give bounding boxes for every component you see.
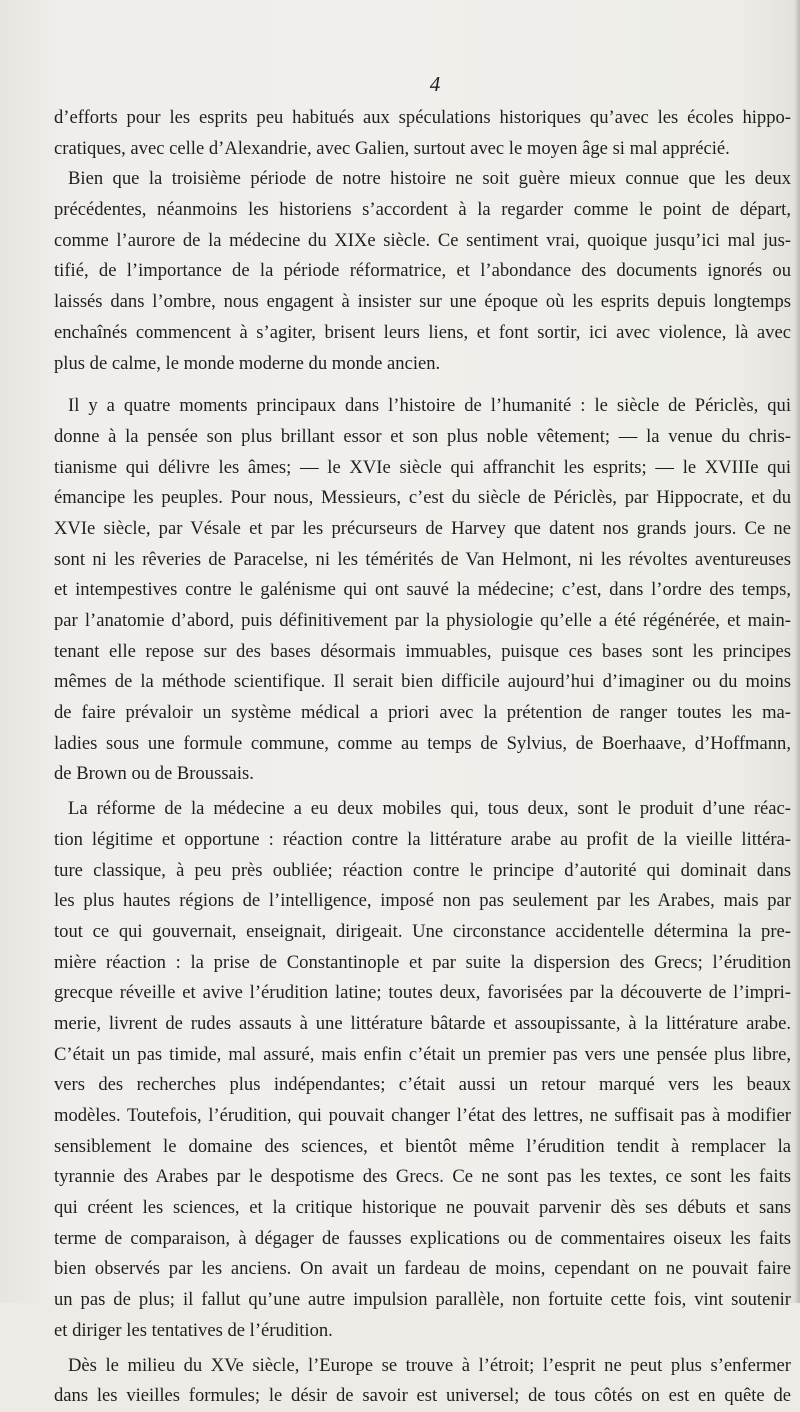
text-line: de faire prévaloir un système médical a priori avec la prétention de ranger toutes les ma- xyxy=(54,702,791,724)
text-line: XVIe siècle, par Vésale et par les précurseurs de Harvey que datent nos grands jours. Ce ne xyxy=(54,517,791,539)
text-line: C’était un pas timide, mal assuré, mais enfin c’était un premier pas vers une pensée plus libre, xyxy=(54,1043,791,1065)
text-line: sensiblement le domaine des sciences, et bientôt même l’érudition tendit à remplacer la xyxy=(54,1135,791,1157)
body-text xyxy=(54,103,791,1412)
text-line: Bien que la troisième période de notre histoire ne soit guère mieux connue que les deux xyxy=(68,168,791,190)
text-line: tifié, de l’importance de la période réformatrice, et l’abondance des documents ignorés ou xyxy=(54,260,791,282)
text-line: les plus hautes régions de l’intelligence, imposé non pas seulement par les Arabes, mais par xyxy=(54,890,791,912)
text-line: et diriger les tentatives de l’érudition. xyxy=(54,1319,333,1341)
text-line: comme l’aurore de la médecine du XIXe siècle. Ce sentiment vrai, quoique jusqu’ici mal jus- xyxy=(54,229,791,251)
text-line: La réforme de la médecine a eu deux mobiles qui, tous deux, sont le produit d’une réac- xyxy=(68,798,791,820)
text-line: d’efforts pour les esprits peu habitués aux spéculations historiques qu’avec les écoles hippo- xyxy=(54,107,791,128)
text-line: et intempestives contre le galénisme qui ont sauvé la médecine; c’est, dans l’ordre des temps, xyxy=(54,579,791,601)
text-line: tyrannie des Arabes par le despotisme des Grecs. Ce ne sont pas les textes, ce sont les faits xyxy=(54,1166,791,1188)
text-line: précédentes, néanmoins les historiens s’accordent à la regarder comme le point de départ, xyxy=(54,199,791,221)
text-line: donne à la pensée son plus brillant essor et son plus noble vêtement; — la venue du chris- xyxy=(54,425,791,447)
text-line: mière réaction : la prise de Constantinople et par suite la dispersion des Grecs; l’érudition xyxy=(54,951,791,973)
text-line: tion légitime et opportune : réaction contre la littérature arabe au profit de la vieille littéra- xyxy=(54,828,791,850)
text-line: un pas de plus; il fallut qu’une autre impulsion parallèle, non fortuite cette fois, vint soutenir xyxy=(54,1289,791,1311)
text-line: mêmes de la méthode scientifique. Il serait bien difficile aujourd’hui d’imaginer ou du moins xyxy=(54,671,791,693)
text-line: qui créent les sciences, et la critique historique ne pouvait parvenir dès ses débuts et sans xyxy=(54,1197,791,1219)
page-edge-shadow xyxy=(794,0,800,1303)
text-line: ladies sous une formule commune, comme au temps de Sylvius, de Boerhaave, d’Hoffmann, xyxy=(54,732,791,754)
text-line: laissés dans l’ombre, nous engagent à insister sur une époque où les esprits depuis longtemps xyxy=(54,291,791,313)
text-line: terme de comparaison, à dégager de fausses explications ou de commentaires oiseux les faits xyxy=(54,1227,791,1249)
text-line: ture classique, à peu près oubliée; réaction contre le principe d’autorité qui dominait dans xyxy=(54,859,791,881)
text-line: plus de calme, le monde moderne du monde ancien. xyxy=(54,352,441,374)
text-line: dans les vieilles formules; le désir de savoir est universel; de tous côtés on est en quête de xyxy=(54,1385,791,1407)
text-line: tianisme qui délivre les âmes; — le XVIe siècle qui affranchit les esprits; — le XVIIIe qui xyxy=(54,456,791,478)
text-line: Il y a quatre moments principaux dans l’histoire de l’humanité : le siècle de Périclès, qui xyxy=(68,395,791,417)
page-number: 4 xyxy=(429,72,441,96)
paragraph-2 xyxy=(54,164,791,379)
paragraph-5 xyxy=(54,1351,791,1412)
text-line: merie, livrent de rudes assauts à une littérature bâtarde et assoupissante, à la littérature arabe. xyxy=(54,1012,791,1034)
paragraph-3 xyxy=(54,391,791,790)
text-line: vers des recherches plus indépendantes; c’était aussi un retour marqué vers les beaux xyxy=(54,1074,791,1096)
text-line: cratiques, avec celle d’Alexandrie, avec Galien, surtout avec le moyen âge si mal apprécié. xyxy=(54,137,730,159)
text-line: enchaînés commencent à s’agiter, brisent leurs liens, et font sortir, ici avec violence, là avec xyxy=(54,321,791,343)
paragraph-gap xyxy=(54,379,791,391)
text-line: Dès le milieu du XVe siècle, l’Europe se trouve à l’étroit; l’esprit ne peut plus s’enfermer xyxy=(68,1354,791,1376)
text-line: tout ce qui gouvernait, enseignait, dirigeait. Une circonstance accidentelle détermina la pre- xyxy=(54,920,791,942)
text-line: grecque réveille et avive l’érudition latine; toutes deux, favorisées par la découverte de l’impri- xyxy=(54,982,791,1004)
paragraph-4 xyxy=(54,794,791,1346)
text-line: modèles. Toutefois, l’érudition, qui pouvait changer l’état des lettres, ne suffisait pas à modifier xyxy=(54,1105,791,1126)
text-line: par l’anatomie d’abord, puis définitivement par la physiologie qu’elle a été régénérée, et main- xyxy=(54,610,791,631)
text-line: sont ni les rêveries de Paracelse, ni les témérités de Van Helmont, ni les révoltes aventureuses xyxy=(54,548,791,570)
text-line: bien observés par les anciens. On avait un fardeau de moins, cependant on ne pouvait faire xyxy=(54,1258,791,1280)
text-line: de Brown ou de Broussais. xyxy=(54,763,254,785)
paragraph-1 xyxy=(54,103,791,164)
text-line: tenant elle repose sur des bases désormais immuables, puisque ces bases sont les principes xyxy=(54,640,791,662)
text-line: émancipe les peuples. Pour nous, Messieurs, c’est du siècle de Périclès, par Hippocrate, et du xyxy=(54,487,791,509)
